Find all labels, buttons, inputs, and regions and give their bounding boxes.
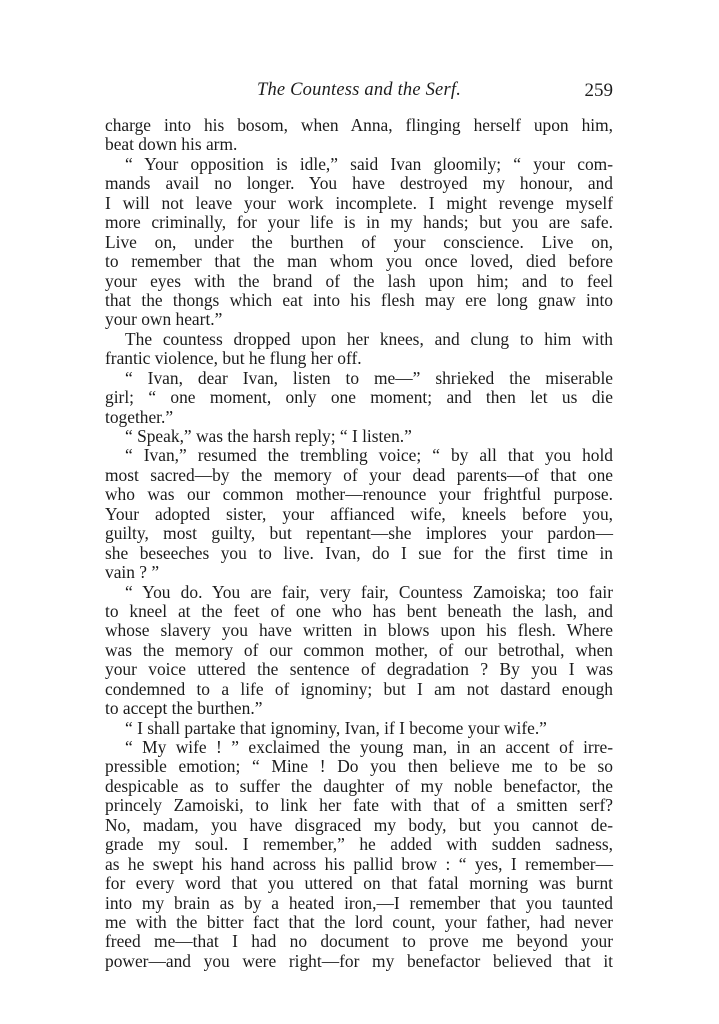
text-line: more criminally, for your life is in my hands; but you are safe.	[105, 212, 613, 233]
text-line: “ My wife ! ” exclaimed the young man, in an accent of irre-	[125, 737, 613, 757]
text-line: your own heart.”	[105, 309, 223, 330]
text-line: condemned to a life of ignominy; but I am not dastard enough	[105, 678, 613, 699]
text-line: me with the bitter fact that the lord count, your father, had never	[105, 911, 613, 932]
text-line: frantic violence, but he flung her off.	[105, 348, 362, 369]
body-text	[105, 116, 613, 971]
text-line: to kneel at the feet of one who has bent beneath the lash, and	[105, 600, 613, 621]
text-line: into my brain as by a heated iron,—I remember that you taunted	[105, 892, 613, 913]
text-line: vain ? ”	[105, 562, 160, 583]
text-line: despicable as to suffer the daughter of my noble benefactor, the	[105, 775, 613, 796]
text-line: she beseeches you to live. Ivan, do I sue for the first time in	[105, 542, 613, 563]
text-line: “ I shall partake that ignominy, Ivan, if I become your wife.”	[125, 717, 547, 738]
text-line: who was our common mother—renounce your frightful purpose.	[105, 484, 613, 505]
text-line: “ You do. You are fair, very fair, Countess Zamoiska; too fair	[125, 581, 613, 602]
text-line: “ Speak,” was the harsh reply; “ I listen.”	[125, 426, 412, 446]
text-line: power—and you were right—for my benefactor believed that it	[105, 950, 613, 971]
text-line: your voice uttered the sentence of degradation ? By you I was	[105, 659, 613, 680]
text-line: was the memory of our common mother, of our betrothal, when	[105, 639, 613, 660]
text-line: whose slavery you have written in blows upon his flesh. Where	[105, 620, 613, 641]
text-line: guilty, most guilty, but repentant—she implores your pardon—	[105, 523, 613, 544]
text-line: most sacred—by the memory of your dead parents—of that one	[105, 464, 613, 485]
text-line: freed me—that I had no document to prove me beyond your	[105, 931, 613, 952]
page-number: 259	[584, 80, 613, 101]
running-title: The Countess and the Serf.	[256, 80, 462, 100]
text-line: Live on, under the burthen of your conscience. Live on,	[105, 231, 613, 252]
text-line: girl; “ one moment, only one moment; and then let us die	[105, 387, 613, 408]
text-line: mands avail no longer. You have destroyed my honour, and	[105, 173, 613, 194]
text-line: together.”	[105, 406, 174, 427]
text-line: princely Zamoiski, to link her fate with that of a smitten serf?	[105, 795, 613, 816]
text-line: that the thongs which eat into his flesh may ere long gnaw into	[105, 289, 613, 310]
text-line: Your adopted sister, your affianced wife, kneels before you,	[105, 503, 613, 524]
text-line: “ Ivan,” resumed the trembling voice; “ by all that you hold	[125, 445, 613, 466]
text-line: The countess dropped upon her knees, and clung to him with	[125, 328, 613, 349]
text-line: pressible emotion; “ Mine ! Do you then believe me to be so	[105, 756, 613, 777]
text-line: “ Your opposition is idle,” said Ivan gloomily; “ your com-	[125, 153, 613, 174]
text-line: grade my soul. I remember,” he added with sudden sadness,	[105, 834, 613, 855]
text-line: your eyes with the brand of the lash upon him; and to feel	[105, 270, 613, 291]
text-line: I will not leave your work incomplete. I might revenge myself	[105, 192, 613, 213]
text-line: No, madam, you have disgraced my body, but you cannot de-	[105, 814, 613, 835]
running-head	[105, 80, 613, 104]
text-line: for every word that you uttered on that fatal morning was burnt	[105, 873, 613, 894]
text-line: as he swept his hand across his pallid brow : “ yes, I remember—	[105, 853, 613, 874]
text-line: beat down his arm.	[105, 134, 238, 155]
text-line: charge into his bosom, when Anna, flinging herself upon him,	[105, 115, 613, 135]
text-line: to accept the burthen.”	[105, 698, 263, 719]
text-line: “ Ivan, dear Ivan, listen to me—” shrieked the miserable	[125, 367, 613, 388]
text-line: to remember that the man whom you once loved, died before	[105, 251, 613, 272]
